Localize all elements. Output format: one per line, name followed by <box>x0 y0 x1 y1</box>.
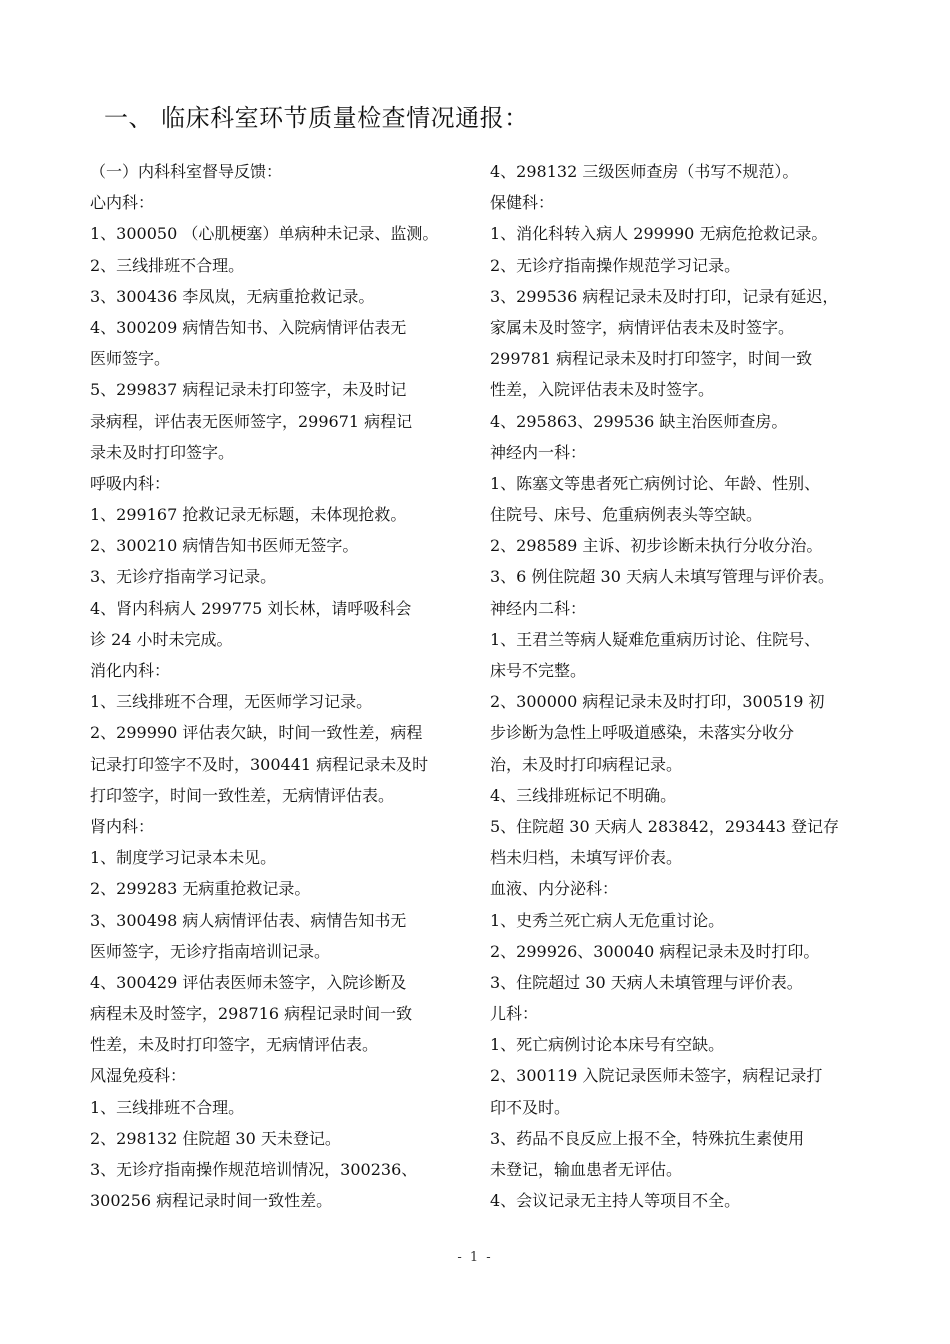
text-line: 风湿免疫科： <box>90 1066 187 1086</box>
text-line: 神经内一科： <box>490 442 587 462</box>
text-line: 2、299283 无病重抢救记录。 <box>90 879 311 899</box>
text-line: 医师签字。 <box>90 349 171 369</box>
text-line: 2、300210 病情告知书医师无签字。 <box>90 536 359 556</box>
text-line: 2、300119 入院记录医师未签字，病程记录打 <box>490 1066 823 1086</box>
text-line: 3、6 例住院超 30 天病人未填写管理与评价表。 <box>490 567 834 587</box>
text-line: 299781 病程记录未及时打印签字，时间一致 <box>490 349 813 369</box>
page-title: 一、 临床科室环节质量检查情况通报： <box>104 104 529 132</box>
text-line: 档未归档，未填写评价表。 <box>490 848 683 868</box>
text-line: 4、295863、299536 缺主治医师查房。 <box>490 411 788 431</box>
text-line: 2、299990 评估表欠缺，时间一致性差，病程 <box>90 723 423 743</box>
text-line: 5、住院超 30 天病人 283842，293443 登记存 <box>490 816 840 836</box>
text-line: 病程未及时签字，298716 病程记录时间一致 <box>90 1004 413 1024</box>
text-line: 血液、内分泌科： <box>490 879 619 899</box>
text-line: 1、三线排班不合理，无医师学习记录。 <box>90 692 373 712</box>
text-line: 3、299536 病程记录未及时打印，记录有延迟， <box>490 286 839 306</box>
text-line: 呼吸内科： <box>90 473 171 493</box>
text-line: 2、299926、300040 病程记录未及时打印。 <box>490 941 820 961</box>
text-line: 1、消化科转入病人 299990 无病危抢救记录。 <box>490 224 828 244</box>
text-line: 1、三线排班不合理。 <box>90 1097 245 1117</box>
text-line: 300256 病程记录时间一致性差。 <box>90 1191 333 1211</box>
left-column <box>90 156 462 1216</box>
text-line: 儿科： <box>490 1004 539 1024</box>
text-line: 1、王君兰等病人疑难危重病历讨论、住院号、 <box>490 629 821 649</box>
text-line: 2、298589 主诉、初步诊断未执行分收分治。 <box>490 536 823 556</box>
text-line: 录病程，评估表无医师签字，299671 病程记 <box>90 411 413 431</box>
text-line: 1、299167 抢救记录无标题，未体现抢救。 <box>90 505 407 525</box>
text-line: 1、300050 （心肌梗塞）单病种未记录、监测。 <box>90 224 439 244</box>
text-line: 2、无诊疗指南操作规范学习记录。 <box>490 255 741 275</box>
text-line: 2、三线排班不合理。 <box>90 255 245 275</box>
text-line: 录未及时打印签字。 <box>90 442 235 462</box>
text-line: 1、制度学习记录本未见。 <box>90 848 277 868</box>
text-line: 2、300000 病程记录未及时打印，300519 初 <box>490 692 825 712</box>
right-column <box>490 156 862 1216</box>
text-line: 记录打印签字不及时，300441 病程记录未及时 <box>90 754 429 774</box>
text-line: 未登记，输血患者无评估。 <box>490 1160 683 1179</box>
text-line: 性差，入院评估表未及时签字。 <box>490 380 715 400</box>
text-line: 心内科： <box>90 193 155 213</box>
text-line: 4、300209 病情告知书、入院病情评估表无 <box>90 317 407 337</box>
text-line: 诊 24 小时未完成。 <box>90 629 233 649</box>
text-line: 3、无诊疗指南学习记录。 <box>90 567 277 587</box>
text-line: 1、死亡病例讨论本床号有空缺。 <box>490 1035 725 1055</box>
text-line: 4、肾内科病人 299775 刘长林，请呼吸科会 <box>90 598 412 618</box>
text-line: 步诊断为急性上呼吸道感染，未落实分收分 <box>490 723 795 743</box>
text-line: 1、陈塞文等患者死亡病例讨论、年龄、性别、 <box>490 473 821 493</box>
text-line: 肾内科： <box>90 816 155 836</box>
text-line: 3、药品不良反应上报不全，特殊抗生素使用 <box>490 1128 805 1148</box>
text-line: 4、会议记录无主持人等项目不全。 <box>490 1191 741 1211</box>
text-line: 3、住院超过 30 天病人未填管理与评价表。 <box>490 972 803 992</box>
text-line: 2、298132 住院超 30 天未登记。 <box>90 1128 341 1148</box>
text-line: 印不及时。 <box>490 1097 571 1117</box>
text-line: 打印签字，时间一致性差，无病情评估表。 <box>90 785 395 805</box>
text-line: 医师签字，无诊疗指南培训记录。 <box>90 941 331 961</box>
text-line: 床号不完整。 <box>490 661 587 680</box>
text-line: 3、300436 李凤岚，无病重抢救记录。 <box>90 286 375 306</box>
text-line: 4、三线排班标记不明确。 <box>490 785 677 805</box>
text-line: 家属未及时签字，病情评估表未及时签字。 <box>490 317 795 337</box>
text-line: 5、299837 病程记录未打印签字，未及时记 <box>90 380 407 400</box>
text-line: 4、298132 三级医师查房（书写不规范）。 <box>490 162 799 181</box>
text-line: （一）内科科室督导反馈： <box>90 162 283 181</box>
text-line: 1、史秀兰死亡病人无危重讨论。 <box>490 910 725 930</box>
text-line: 性差，未及时打印签字，无病情评估表。 <box>90 1035 379 1055</box>
text-line: 神经内二科： <box>490 598 587 618</box>
text-line: 3、无诊疗指南操作规范培训情况，300236、 <box>90 1160 418 1179</box>
text-line: 保健科： <box>490 193 555 213</box>
text-line: 消化内科： <box>90 661 171 680</box>
page-number: - 1 - <box>457 1250 493 1265</box>
text-line: 住院号、床号、危重病例表头等空缺。 <box>490 505 763 525</box>
text-line: 3、300498 病人病情评估表、病情告知书无 <box>90 910 407 930</box>
text-line: 4、300429 评估表医师未签字，入院诊断及 <box>90 972 407 992</box>
text-line: 治，未及时打印病程记录。 <box>490 754 683 774</box>
